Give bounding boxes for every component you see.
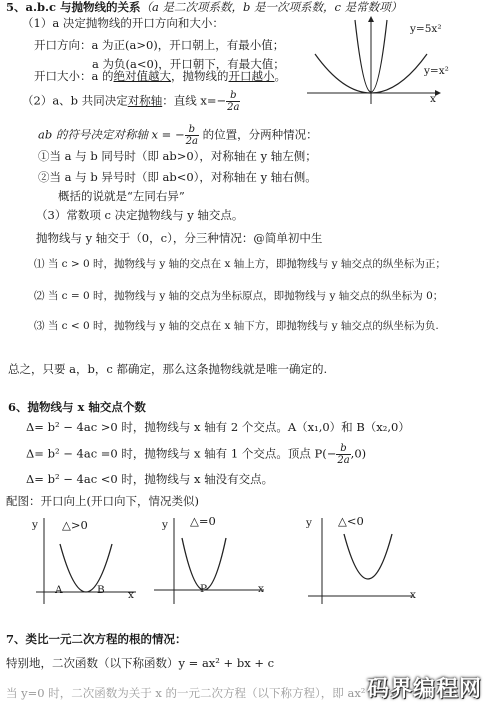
text: ,0) xyxy=(350,446,367,461)
numerator: b xyxy=(185,124,199,136)
g1-point-B: B xyxy=(97,584,105,596)
g2-x-label: x xyxy=(258,583,264,595)
parabola-comparison-graph xyxy=(305,14,485,106)
fraction-b-over-2a xyxy=(185,124,199,147)
section-title-bold: a.b.c 与抛物线的关系 xyxy=(25,0,141,14)
g2-point-P: P xyxy=(200,583,208,595)
section-7-title: 7、类比一元二次方程的根的情况： xyxy=(6,632,187,646)
text: ，抛物线的 xyxy=(171,69,229,83)
text: （2）a、b 共同决定 xyxy=(22,93,128,108)
section-6-title: 6、抛物线与 x 轴交点个数 xyxy=(8,400,146,414)
graph-axis-x-label: x xyxy=(430,93,436,105)
graph-label-5x2: y=5x² xyxy=(410,23,442,35)
p1-direction-negative: a 为负(a<0)，开口朝下，有最大值； xyxy=(92,57,285,71)
text: 。 xyxy=(274,69,287,83)
g3-delta-label: △<0 xyxy=(338,514,364,528)
text: 的位置，分两种情况： xyxy=(198,127,318,142)
text: Δ= b² − 4ac =0 时，抛物线与 x 轴有 1 个交点。顶点 P(− xyxy=(26,446,337,461)
section-5-title xyxy=(6,0,402,14)
graph-label-x2: y=x² xyxy=(424,65,449,77)
g2-y-label: y xyxy=(162,519,168,531)
fraction-b-over-2a xyxy=(226,90,240,113)
delta-negative-line: Δ= b² − 4ac <0 时，抛物线与 x 轴没有交点。 xyxy=(26,472,274,486)
p1-heading: （1）a 决定抛物线的开口方向和大小： xyxy=(22,16,224,30)
g2-delta-label: △=0 xyxy=(190,514,216,528)
g1-point-A: A xyxy=(55,584,63,596)
delta-positive-line: Δ= b² − 4ac >0 时，抛物线与 x 轴有 2 个交点。A（x₁,0）和 B（x₂,0） xyxy=(26,420,410,434)
text: ：直线 x=− xyxy=(162,93,227,108)
p1-opening-size xyxy=(34,69,286,83)
y-axis-arrow xyxy=(368,16,374,22)
denominator: 2a xyxy=(227,102,240,113)
denominator: 2a xyxy=(337,455,350,466)
denominator: 2a xyxy=(185,136,198,147)
section-number: 5、 xyxy=(6,0,26,14)
g1-delta-label: △>0 xyxy=(62,518,88,532)
g1-x-label: x xyxy=(128,589,134,601)
p3-case-c-zero: ⑵ 当 c = 0 时，抛物线与 y 轴的交点为坐标原点，即抛物线与 y 轴交点的纵坐标为 0； xyxy=(34,290,444,302)
p3-intro: 抛物线与 y 轴交于（0，c），分三种情况：@简单初中生 xyxy=(36,231,323,245)
g3-y-label: y xyxy=(306,517,312,529)
delta-zero-line xyxy=(26,443,366,466)
config-caption: 配图：开口向上(开口向下，情况类似) xyxy=(6,494,199,508)
watermark: 码界编程网 xyxy=(366,677,482,702)
p2-case-same-sign: ①当 a 与 b 同号时（即 ab>0），对称轴在 y 轴左侧； xyxy=(38,149,317,163)
numerator: b xyxy=(336,443,350,455)
p3-heading: （3）常数项 c 决定抛物线与 y 轴交点。 xyxy=(36,208,244,222)
p3-case-c-negative: ⑶ 当 c < 0 时，抛物线与 y 轴的交点在 x 轴下方，即抛物线与 y 轴交点的纵坐标为负. xyxy=(34,320,439,332)
section-title-note: （a 是二次项系数，b 是一次项系数，c 是常数项） xyxy=(140,0,403,14)
fraction-b-over-2a xyxy=(336,443,350,466)
parabola xyxy=(344,534,392,579)
p2-case-opposite-sign: ②当 a 与 b 异号时（即 ab<0），对称轴在 y 轴右侧。 xyxy=(38,170,317,184)
text: 开口大小：a 的 xyxy=(34,69,114,83)
text: ab 的符号决定对称轴 x = − xyxy=(38,127,185,142)
p2-heading xyxy=(22,90,240,113)
p3-case-c-positive: ⑴ 当 c > 0 时，抛物线与 y 轴的交点在 x 轴上方，即抛物线与 y 轴交点的纵坐标为正； xyxy=(34,258,446,270)
g1-y-label: y xyxy=(32,519,38,531)
p1-direction-positive: 开口方向：a 为正(a>0)，开口朝上，有最小值； xyxy=(34,38,285,52)
section-7-line-2: 当 y=0 时，二次函数为关于 x 的一元二次方程（以下称方程），即 ax² + bx xyxy=(6,686,397,700)
underlined-text: 开口越小 xyxy=(228,69,275,83)
underlined-text: 对称轴 xyxy=(127,93,163,108)
section-5-summary: 总之，只要 a，b，c 都确定，那么这条抛物线就是唯一确定的. xyxy=(8,362,328,376)
numerator: b xyxy=(226,90,240,102)
g3-x-label: x xyxy=(410,589,416,601)
underlined-text: 绝对值越大 xyxy=(113,69,172,83)
section-7-line-1: 特别地，二次函数（以下称函数）y = ax² + bx + c xyxy=(6,656,275,670)
p2-summary: 概括的说就是“左同右异” xyxy=(58,189,185,203)
p2-sign-line xyxy=(38,124,318,147)
